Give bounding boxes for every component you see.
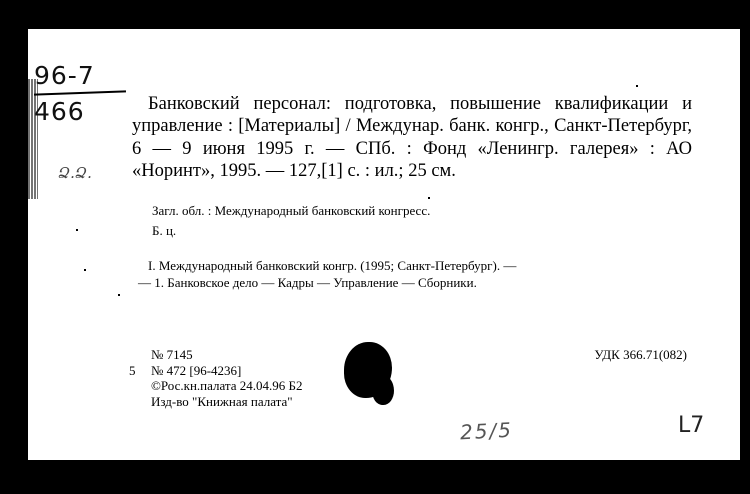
corner-handwritten-mark: L7 [678, 413, 705, 438]
title-note: Загл. обл. : Международный банковский конгресс. [152, 203, 431, 218]
tracing-line-2: — 1. Банковское дело — Кадры — Управление — Сборники. [138, 275, 477, 290]
publisher-line: Изд-во "Книжная палата" [151, 393, 293, 409]
shelf-mark [34, 63, 126, 124]
handwritten-note: 25/5 [459, 417, 514, 445]
scan-speck [76, 229, 78, 231]
catalog-card [28, 29, 740, 460]
registration-line-3 [129, 378, 303, 394]
ink-blot-tail [372, 375, 394, 405]
shelf-mark-divider [34, 90, 126, 95]
registration-number-1: № 7145 [151, 347, 193, 362]
scan-speck [636, 85, 638, 87]
registration-mark: 5 [129, 362, 136, 378]
registration-line-1 [129, 347, 303, 363]
bibliographic-description: Банковский персонал: подготовка, повышение квалификации и управление : [Материалы] / Междунар. банк. конгр., Санкт-Петербург, 6 — 9 июня 1995 г. — СПб. : Фонд «Ленингр. галерея» : АО «Норинт», 1995. — 127,[1] с. : ил.; 25 см. [132, 94, 692, 181]
registration-line-4 [129, 394, 303, 410]
scan-speck [84, 269, 86, 271]
book-chamber-stamp: ©Рос.кн.палата 24.04.96 Б2 [151, 378, 303, 393]
price-note: Б. ц. [152, 223, 177, 238]
handwritten-mark: Ձ.Ձ. [58, 164, 92, 182]
udk-index: УДК 366.71(082) [594, 347, 687, 362]
shelf-mark-top: 96-7 [34, 61, 95, 90]
scan-speck [428, 197, 430, 199]
shelf-mark-bottom: 466 [34, 97, 85, 126]
scan-speck [118, 294, 120, 296]
registration-line-2 [129, 363, 303, 379]
tracing-line-1: I. Международный банковский конгр. (1995; Санкт-Петербург). — [148, 258, 517, 273]
registration-block [129, 347, 303, 409]
registration-number-2: № 472 [96-4236] [151, 362, 242, 378]
